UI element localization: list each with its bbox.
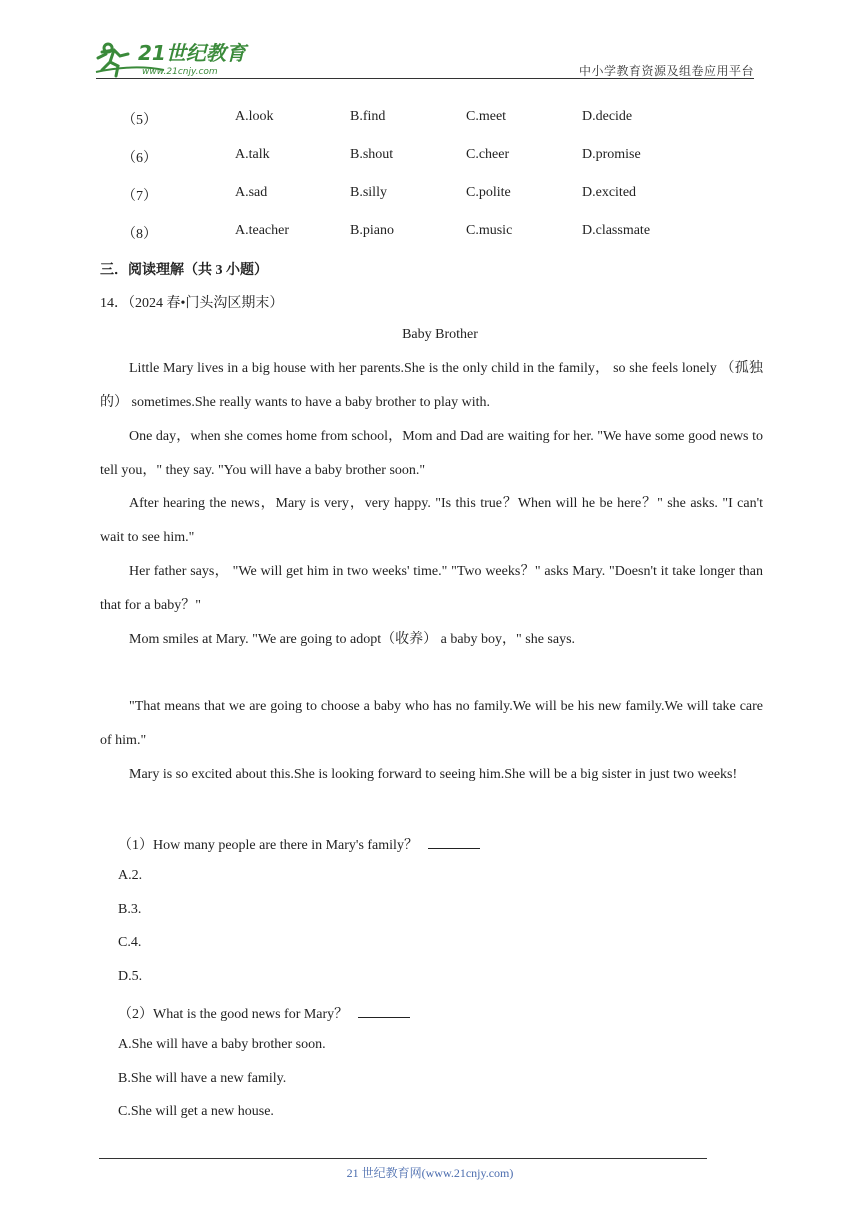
question-2-stem xyxy=(118,1003,410,1023)
option-a: A.talk xyxy=(235,147,270,162)
platform-name: 中小学教育资源及组卷应用平台 xyxy=(578,64,754,78)
footer-text[interactable]: 21 世纪教育网(www.21cnjy.com) xyxy=(346,1166,514,1180)
option-c: C.meet xyxy=(466,109,507,124)
logo-url: www.21cnjy.com xyxy=(142,67,218,77)
option-number: （5） xyxy=(122,113,157,128)
option-row-8 xyxy=(0,223,860,243)
logo-title: 21世纪教育 xyxy=(138,41,246,65)
answer-blank[interactable] xyxy=(358,1003,410,1018)
question-1-stem xyxy=(118,834,480,854)
option-number: （8） xyxy=(122,227,157,242)
question-1-text: （1）How many people are there in Mary's family？ xyxy=(118,838,418,853)
site-logo xyxy=(94,36,264,78)
option-d: D.decide xyxy=(582,109,633,124)
choice: B.She will have a new family. xyxy=(118,1071,287,1086)
choice: C.4. xyxy=(118,935,142,950)
option-c: C.cheer xyxy=(466,147,510,162)
option-a: A.teacher xyxy=(235,223,290,238)
passage-title: Baby Brother xyxy=(402,327,478,342)
passage-paragraph: One day，when she comes home from school，Mom and Dad are waiting for her. "We have some good news to tell you，" they say. "You will have a baby brother soon." xyxy=(100,429,763,478)
option-d: D.promise xyxy=(582,147,641,162)
question-2-text: （2）What is the good news for Mary？ xyxy=(118,1007,349,1022)
option-row-6 xyxy=(0,147,860,167)
choice: B.3. xyxy=(118,902,142,917)
passage-paragraph: Mom smiles at Mary. "We are going to adopt（收养） a baby boy，" she says. xyxy=(129,632,576,647)
option-d: D.classmate xyxy=(582,223,651,238)
option-row-5 xyxy=(0,109,860,129)
choice: A.She will have a baby brother soon. xyxy=(118,1037,326,1052)
question-header: 14．（2024 春•门头沟区期末） xyxy=(100,296,284,311)
option-b: B.silly xyxy=(350,185,387,200)
option-number: （7） xyxy=(122,189,157,204)
option-d: D.excited xyxy=(582,185,637,200)
choice: A.2. xyxy=(118,868,143,883)
option-c: C.music xyxy=(466,223,513,238)
footer-divider xyxy=(99,1158,707,1159)
option-b: B.shout xyxy=(350,147,394,162)
answer-blank[interactable] xyxy=(428,834,480,849)
option-row-7 xyxy=(0,185,860,205)
passage-paragraph: Her father says， "We will get him in two weeks' time." "Two weeks？" asks Mary. "Doesn't it take longer than that for a baby？" xyxy=(100,564,763,613)
passage-paragraph: Little Mary lives in a big house with her parents.She is the only child in the family， so she feels lonely （孤独的） sometimes.She really wants to have a baby brother to play with. xyxy=(100,361,763,410)
section-title: 三．阅读理解（共 3 小题） xyxy=(100,263,268,278)
option-c: C.polite xyxy=(466,185,511,200)
passage-paragraph: After hearing the news，Mary is very，very happy. "Is this true？When will he be here？" she asks. "I can't wait to see him." xyxy=(100,496,763,545)
choice: C.She will get a new house. xyxy=(118,1104,274,1119)
option-b: B.find xyxy=(350,109,386,124)
choice: D.5. xyxy=(118,969,143,984)
option-b: B.piano xyxy=(350,223,394,238)
header-divider xyxy=(96,78,754,79)
option-a: A.sad xyxy=(235,185,268,200)
passage-paragraph: Mary is so excited about this.She is looking forward to seeing him.She will be a big sister in just two weeks! xyxy=(129,767,738,782)
passage-paragraph: "That means that we are going to choose a baby who has no family.We will be his new family.We will take care of him." xyxy=(100,699,763,748)
option-number: （6） xyxy=(122,151,157,166)
option-a: A.look xyxy=(235,109,274,124)
